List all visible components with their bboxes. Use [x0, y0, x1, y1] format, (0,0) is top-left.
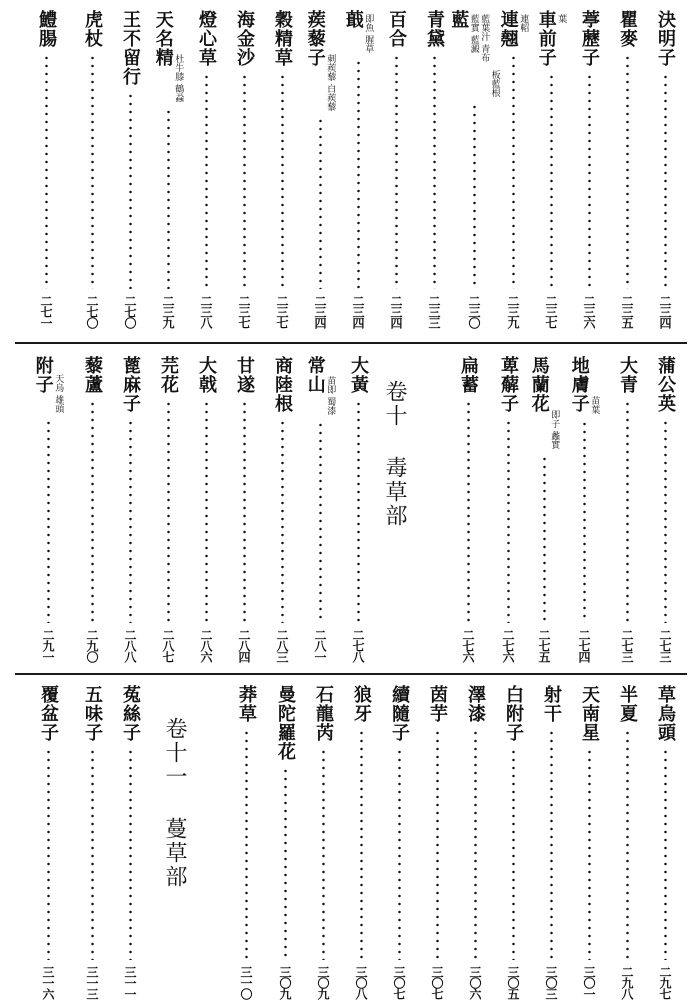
toc-entry[interactable]: [378, 10, 414, 328]
entry-title: 莽草: [236, 685, 257, 723]
leader-dots: [543, 455, 546, 623]
entry-page: 三〇八: [354, 966, 368, 999]
toc-entry[interactable]: [533, 10, 569, 328]
entry-subtitle: 刺蒺藜 白蒺藜: [325, 54, 336, 111]
volume-section: 蔓草部: [162, 817, 187, 889]
entry-title: 燈心草: [196, 10, 217, 67]
entry-title: 決明子: [655, 10, 676, 67]
leader-dots: [473, 103, 476, 289]
entry-title: 葶藶子: [579, 10, 600, 67]
toc-entry[interactable]: [343, 685, 379, 999]
entry-title: 虎杖: [82, 10, 103, 48]
toc-entry[interactable]: [609, 10, 645, 328]
toc-entry[interactable]: [300, 10, 340, 328]
leader-dots: [91, 400, 94, 623]
leader-dots: [205, 73, 208, 289]
toc-entry[interactable]: [188, 10, 224, 328]
leader-dots: [129, 419, 132, 623]
leader-dots: [284, 767, 287, 960]
entry-page: 二三五: [620, 295, 634, 328]
entry-page: 二三八: [199, 295, 213, 328]
toc-entry[interactable]: [571, 685, 607, 999]
entry-page: 二七八: [351, 629, 365, 662]
toc-entry[interactable]: [533, 685, 569, 999]
leader-dots: [436, 729, 439, 960]
entry-title: 覆盆子: [38, 685, 59, 742]
toc-entry[interactable]: [305, 685, 341, 999]
toc-entry[interactable]: [340, 10, 376, 328]
leader-dots: [588, 73, 591, 289]
leader-dots: [91, 54, 94, 289]
leader-dots: [47, 419, 50, 623]
entry-page: 二三六: [582, 295, 596, 328]
toc-entry[interactable]: [28, 10, 64, 328]
entry-subtitle: 連軺: [518, 14, 529, 32]
leader-dots: [47, 748, 50, 960]
entry-title: 芫花: [158, 356, 179, 394]
entry-title: 蓖麻子: [120, 356, 141, 413]
entry-page: 二三九: [161, 295, 175, 328]
entry-title: 海金沙: [234, 10, 255, 67]
volume-label: 卷十一: [162, 717, 187, 789]
entry-subtitle: 藍葉汁 青布: [479, 14, 490, 62]
toc-entry[interactable]: [609, 356, 645, 662]
entry-title: 藜蘆: [82, 356, 103, 394]
leader-dots: [626, 729, 629, 960]
leader-dots: [281, 73, 284, 289]
entry-page: 三一六: [41, 966, 55, 999]
entry-subtitle: 即魚 腥草: [363, 14, 374, 53]
leader-dots: [167, 400, 170, 623]
leader-dots: [626, 54, 629, 289]
entry-page: 二八一: [313, 629, 327, 662]
entry-page: 二七〇: [123, 295, 137, 328]
entry-page: 二三三: [427, 295, 441, 328]
entry-page: 二三四: [351, 295, 365, 328]
entry-page: 二七六: [461, 629, 475, 662]
entry-title: 菟絲子: [120, 685, 141, 742]
toc-band-3: [0, 675, 700, 1006]
leader-dots: [474, 729, 477, 960]
toc-entry[interactable]: [226, 10, 262, 328]
toc-entry[interactable]: [457, 685, 493, 999]
entry-subtitle: 藍實 藍澱: [468, 14, 479, 53]
entry-title: 瞿麥: [617, 10, 638, 48]
entry-title: 大青: [617, 356, 638, 394]
toc-entry[interactable]: [264, 10, 300, 328]
entry-page: 三〇七: [430, 966, 444, 999]
entry-page: 二三九: [506, 295, 520, 328]
entry-page: 二七四: [577, 629, 591, 662]
leader-dots: [664, 73, 667, 289]
entry-title: 扁蓄: [458, 356, 479, 394]
leader-dots: [467, 400, 470, 623]
entry-title: 半夏: [617, 685, 638, 723]
entry-title: 大黃: [348, 356, 369, 394]
toc-entry[interactable]: [74, 356, 110, 662]
toc-entry[interactable]: [188, 356, 224, 662]
entry-page: 二七一: [39, 295, 53, 328]
toc-entry[interactable]: [571, 10, 607, 328]
entry-page: 二八八: [123, 629, 137, 662]
entry-subtitle: 葉: [556, 14, 567, 23]
entry-page: 二八七: [161, 629, 175, 662]
leader-dots: [245, 729, 248, 960]
leader-dots: [588, 748, 591, 960]
entry-page: 三〇三: [544, 966, 558, 999]
toc-entry[interactable]: [448, 10, 500, 328]
entry-title: 鱧腸: [36, 10, 57, 48]
entry-title: 百合: [386, 10, 407, 48]
entry-page: 二三七: [544, 295, 558, 328]
entry-page: 二七三: [620, 629, 634, 662]
entry-title: 續隨子: [389, 685, 410, 742]
toc-entry[interactable]: [647, 685, 683, 999]
leader-dots: [357, 400, 360, 623]
entry-page: 二八三: [275, 629, 289, 662]
toc-band-1: [0, 0, 700, 340]
entry-page: 二七五: [537, 629, 551, 662]
toc-entry[interactable]: [150, 356, 186, 662]
toc-entry[interactable]: [490, 356, 526, 662]
entry-title: 馬蘭花: [528, 356, 550, 413]
entry-title: 澤漆: [465, 685, 486, 723]
entry-page: 三一三: [85, 966, 99, 999]
entry-title: 地膚子: [568, 356, 590, 413]
entry-page: 三〇九: [316, 966, 330, 999]
entry-page: 二三〇: [467, 295, 481, 328]
toc-entry[interactable]: [495, 10, 531, 328]
leader-dots: [512, 748, 515, 960]
toc-entry[interactable]: [416, 10, 452, 328]
entry-title: 附子: [32, 356, 54, 394]
entry-title: 甘遂: [234, 356, 255, 394]
toc-entry[interactable]: [340, 356, 376, 662]
entry-page: 二八四: [237, 629, 251, 662]
entry-title: 王不留行: [120, 10, 141, 86]
entry-page: 二三七: [275, 295, 289, 328]
leader-dots: [45, 54, 48, 289]
toc-entry[interactable]: [74, 685, 110, 999]
leader-dots: [91, 748, 94, 960]
toc-entry[interactable]: [381, 685, 417, 999]
entry-title: 常山: [304, 356, 326, 394]
leader-dots: [319, 421, 322, 623]
leader-dots: [322, 748, 325, 960]
entry-subtitle: 即子 蠡實: [549, 410, 560, 449]
volume-label: 卷十: [382, 380, 407, 428]
toc-entry[interactable]: [226, 356, 262, 662]
leader-dots: [550, 729, 553, 960]
leader-dots: [664, 748, 667, 960]
toc-entry[interactable]: [419, 685, 455, 999]
toc-entry[interactable]: [495, 685, 531, 999]
leader-dots: [398, 748, 401, 960]
entry-page: 三〇七: [392, 966, 406, 999]
leader-dots: [664, 419, 667, 623]
volume-heading: [163, 717, 185, 889]
entry-page: 三一一: [123, 966, 137, 999]
toc-entry[interactable]: [112, 356, 148, 662]
entry-page: 三〇一: [582, 966, 596, 999]
leader-dots: [512, 54, 515, 289]
entry-title: 石龍芮: [313, 685, 334, 742]
entry-title: 連翹: [497, 10, 519, 48]
entry-title: 天南星: [579, 685, 600, 742]
toc-entry[interactable]: [300, 356, 340, 662]
entry-title: 萆薢子: [498, 356, 519, 413]
entry-title: 草烏頭: [655, 685, 676, 742]
entry-subtitle: 天烏 雄頭: [53, 374, 64, 413]
leader-dots: [357, 59, 360, 289]
toc-band-2: [0, 340, 700, 675]
leader-dots: [281, 419, 284, 623]
entry-title: 天名精: [152, 10, 174, 67]
entry-page: 二九七: [658, 966, 672, 999]
leader-dots: [205, 400, 208, 623]
toc-entry[interactable]: [562, 356, 606, 662]
entry-title: 曼陀羅花: [275, 685, 296, 761]
leader-dots: [243, 400, 246, 623]
entry-title: 蒲公英: [655, 356, 676, 413]
leader-dots: [583, 420, 586, 623]
toc-entry[interactable]: [647, 356, 683, 662]
leader-dots: [626, 400, 629, 623]
leader-dots: [395, 54, 398, 289]
toc-entry[interactable]: [228, 685, 264, 999]
leader-dots: [167, 108, 170, 289]
entry-subtitle: 苗葉: [589, 396, 600, 414]
entry-page: 三〇六: [468, 966, 482, 999]
entry-page: 二九一: [41, 629, 55, 662]
leader-dots: [129, 92, 132, 289]
entry-title: 大戟: [196, 356, 217, 394]
entry-page: 二七三: [658, 629, 672, 662]
entry-title: 藍: [448, 10, 470, 29]
leader-dots: [319, 117, 322, 289]
toc-entry[interactable]: [264, 356, 300, 662]
entry-title: 蒺藜子: [304, 10, 326, 67]
entry-page: 三〇九: [278, 966, 292, 999]
entry-page: 二三四: [658, 295, 672, 328]
entry-title: 五味子: [82, 685, 103, 742]
leader-dots: [550, 73, 553, 289]
toc-entry[interactable]: [267, 685, 303, 999]
entry-page: 二九〇: [85, 629, 99, 662]
toc-entry[interactable]: [28, 356, 68, 662]
toc-entry[interactable]: [112, 10, 148, 328]
entry-page: 二八六: [199, 629, 213, 662]
volume-heading: [383, 380, 405, 528]
entry-title: 狼牙: [351, 685, 372, 723]
entry-page: 二三四: [313, 295, 327, 328]
entry-title: 青黛: [424, 10, 445, 48]
entry-title: 商陸根: [272, 356, 293, 413]
entry-title: 穀精草: [272, 10, 293, 67]
entry-page: 二三四: [389, 295, 403, 328]
toc-entry[interactable]: [74, 10, 110, 328]
entry-page: 二七六: [501, 629, 515, 662]
volume-section: 毒草部: [382, 456, 407, 528]
leader-dots: [433, 54, 436, 289]
leader-dots: [507, 419, 510, 623]
entry-page: 三一〇: [239, 966, 253, 999]
entry-title: 射干: [541, 685, 562, 723]
toc-entry[interactable]: [450, 356, 486, 662]
toc-entry[interactable]: [30, 685, 66, 999]
entry-title: 蕺: [342, 10, 364, 29]
entry-subtitle: 杜牛膝 鶴蝨: [173, 54, 184, 102]
toc-entry[interactable]: [524, 356, 564, 662]
entry-subtitle: 板藍根: [489, 70, 500, 97]
leader-dots: [129, 748, 132, 960]
toc-entry[interactable]: [148, 10, 188, 328]
toc-entry[interactable]: [647, 10, 683, 328]
leader-dots: [360, 729, 363, 960]
entry-title: 茵芋: [427, 685, 448, 723]
entry-page: 二九八: [620, 966, 634, 999]
entry-subtitle: 苗即 蜀漆: [325, 376, 336, 415]
leader-dots: [243, 73, 246, 289]
entry-title: 白附子: [503, 685, 524, 742]
entry-page: 三〇五: [506, 966, 520, 999]
toc-entry[interactable]: [609, 685, 645, 999]
entry-page: 二七〇: [85, 295, 99, 328]
entry-title: 車前子: [535, 10, 557, 67]
entry-page: 二三七: [237, 295, 251, 328]
toc-entry[interactable]: [112, 685, 148, 999]
